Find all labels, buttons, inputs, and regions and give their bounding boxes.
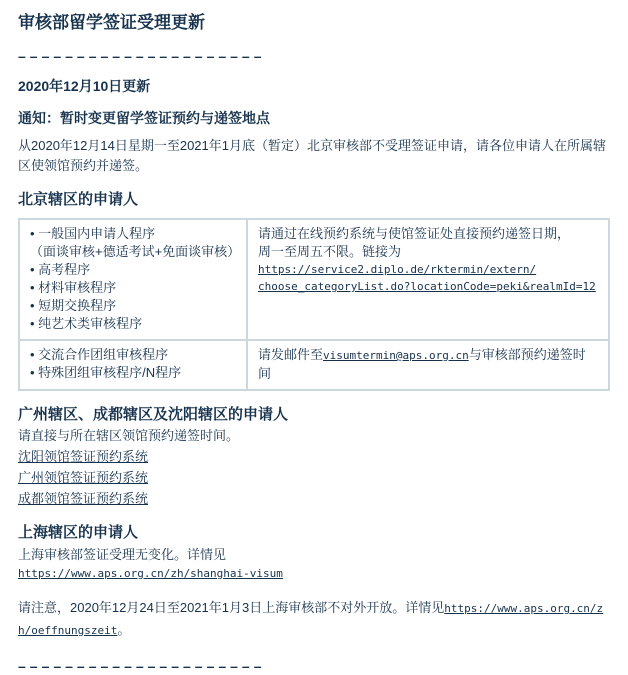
embassy-booking-link-line1[interactable]: https://service2.diplo.de/rktermin/extern/ bbox=[258, 263, 537, 276]
shanghai-visum-link[interactable]: https://www.aps.org.cn/zh/shanghai-visum bbox=[18, 567, 283, 580]
separator-bottom: ––––––––––––––––––––– bbox=[18, 658, 266, 674]
email-instruction-prefix: 请发邮件至 bbox=[258, 347, 324, 362]
booking-instruction-line: 周一至周五不限。链接为 bbox=[258, 244, 402, 259]
intro-paragraph: 从2020年12月14日星期一至2021年1月底（暂定）北京审核部不受理签证申请，请各位申请人在所属辖区使领馆预约并递签。 bbox=[18, 138, 606, 173]
shenyang-booking-link[interactable]: 沈阳领馆签证预约系统 bbox=[18, 449, 149, 464]
closure-notice-text: 请注意，2020年12月24日至2021年1月3日上海审核部不对外开放。详情见 bbox=[18, 600, 445, 615]
beijing-procedures-table bbox=[18, 218, 610, 391]
chengdu-booking-link[interactable]: 成都领馆签证预约系统 bbox=[18, 491, 149, 506]
shanghai-section-heading: 上海辖区的申请人 bbox=[18, 524, 139, 541]
opening-hours-link[interactable]: https://www.aps.org.cn/zh/oeffnungszeit bbox=[18, 602, 604, 637]
procedure-item: • 一般国内申请人程序 bbox=[30, 225, 236, 243]
procedure-item: • 短期交换程序 bbox=[30, 297, 236, 315]
page-title: 审核部留学签证受理更新 bbox=[18, 13, 205, 32]
email-instruction-suffix: 与审核部预约递签时间 bbox=[258, 347, 586, 381]
closure-notice-period: 。 bbox=[117, 622, 131, 637]
email-booking-cell bbox=[247, 340, 609, 390]
visa-appointment-email-link[interactable]: visumtermin@aps.org.cn bbox=[323, 349, 469, 362]
booking-instruction-line: 请通过在线预约系统与使馆签证处直接预约递签日期， bbox=[258, 226, 571, 241]
embassy-booking-link-line2[interactable]: choose_categoryList.do?locationCode=peki&realmId=12 bbox=[258, 280, 596, 293]
beijing-section-heading: 北京辖区的申请人 bbox=[18, 191, 139, 208]
other-regions-instruction: 请直接与所在辖区领馆预约递签时间。 bbox=[18, 428, 240, 443]
shanghai-status-line: 上海审核部签证受理无变化。详情见 bbox=[18, 547, 227, 562]
procedures-cell bbox=[19, 340, 247, 390]
procedure-item: • 材料审核程序 bbox=[30, 279, 236, 297]
procedure-item: • 交流合作团组审核程序 bbox=[30, 346, 236, 364]
procedures-cell bbox=[19, 219, 247, 340]
procedure-item: • 特殊团组审核程序/N程序 bbox=[30, 364, 236, 382]
procedure-item: • 高考程序 bbox=[30, 261, 236, 279]
separator-top: ––––––––––––––––––––– bbox=[18, 48, 266, 64]
notice-heading: 通知：暂时变更留学签证预约与递签地点 bbox=[18, 110, 270, 126]
table-row-general-procedures bbox=[19, 219, 609, 340]
other-regions-heading: 广州辖区、成都辖区及沈阳辖区的申请人 bbox=[18, 406, 289, 423]
booking-instructions-cell bbox=[247, 219, 609, 340]
guangzhou-booking-link[interactable]: 广州领馆签证预约系统 bbox=[18, 470, 149, 485]
table-row-group-procedures bbox=[19, 340, 609, 390]
procedure-note: （面谈审核+德适考试+免面谈审核） bbox=[30, 244, 241, 259]
update-date-heading: 2020年12月10日更新 bbox=[18, 78, 151, 94]
procedure-item: • 纯艺术类审核程序 bbox=[30, 315, 236, 333]
